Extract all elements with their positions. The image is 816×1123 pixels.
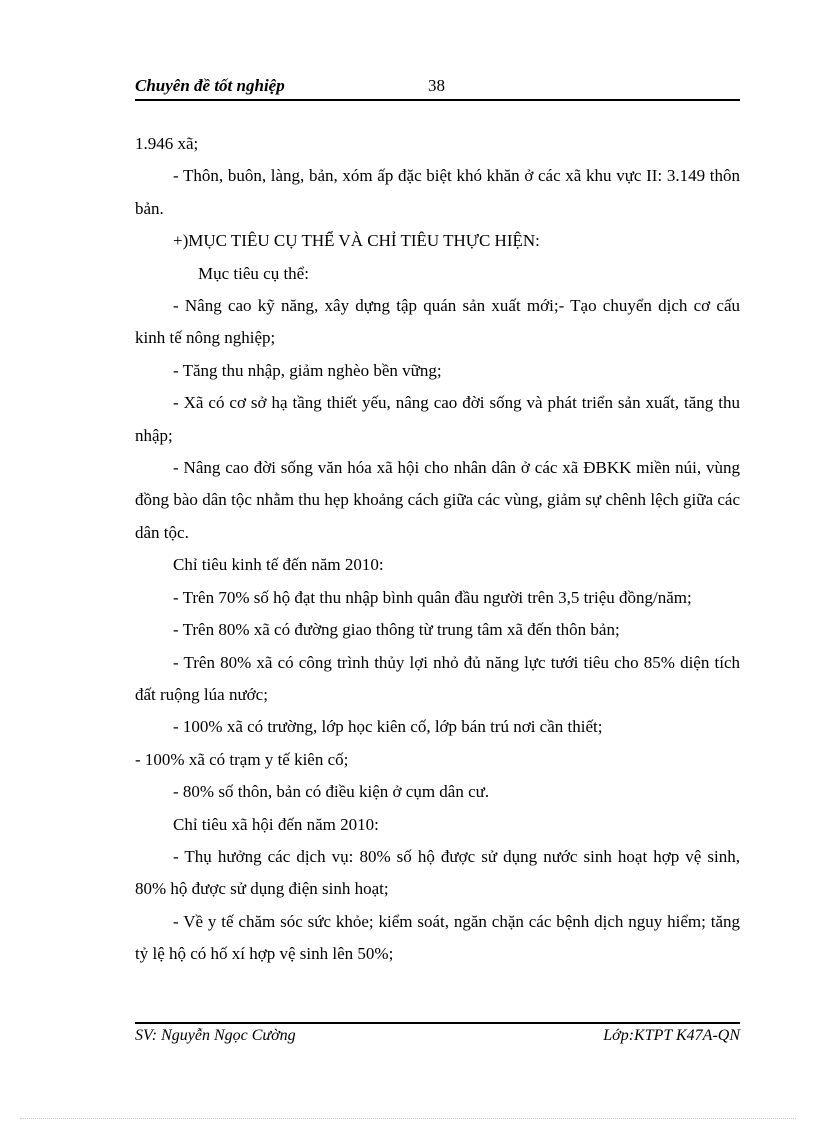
paragraph: - 100% xã có trường, lớp học kiên cố, lớp bán trú nơi cần thiết; [173, 717, 603, 737]
paragraph: - Nâng cao kỹ năng, xây dựng tập quán sản xuất mới;- Tạo chuyển dịch cơ cấu kinh tế nông nghiệp; [135, 296, 740, 348]
paragraph: - Tăng thu nhập, giảm nghèo bền vững; [173, 360, 442, 380]
subheading: Chỉ tiêu xã hội đến năm 2010: [173, 814, 379, 834]
page-number: 38 [428, 76, 445, 95]
body-text [135, 128, 740, 971]
page-header [135, 74, 740, 98]
section-heading: +)MỤC TIÊU CỤ THỂ VÀ CHỈ TIÊU THỰC HIỆN: [173, 231, 540, 251]
paragraph: - 80% số thôn, bản có điều kiện ở cụm dân cư. [173, 782, 490, 802]
paragraph: - Thôn, buôn, làng, bản, xóm ấp đặc biệt khó khăn ở các xã khu vực II: 3.149 thôn bản. [135, 166, 740, 218]
page-edge [20, 1118, 796, 1119]
footer-class: Lớp:KTPT K47A-QN [603, 1027, 740, 1044]
document-title: Chuyên đề tốt nghiệp [135, 76, 285, 95]
paragraph: - Trên 70% số hộ đạt thu nhập bình quân đầu người trên 3,5 triệu đồng/năm; [173, 587, 692, 607]
paragraph: - Về y tế chăm sóc sức khỏe; kiểm soát, ngăn chặn các bệnh dịch nguy hiểm; tăng tỷ lệ hộ có hố xí hợp vệ sinh lên 50%; [135, 911, 740, 964]
footer-divider [135, 1022, 740, 1024]
subheading: Chỉ tiêu kinh tế đến năm 2010: [173, 555, 384, 575]
paragraph: 1.946 xã; [135, 134, 199, 153]
paragraph: - Nâng cao đời sống văn hóa xã hội cho nhân dân ở các xã ĐBKK miền núi, vùng đồng bào dân tộc nhằm thu hẹp khoảng cách giữa các vùng, giảm sự chênh lệch giữa các dân tộc. [135, 458, 740, 542]
paragraph: - 100% xã có trạm y tế kiên cố; [135, 749, 349, 769]
header-divider [135, 99, 740, 101]
paragraph: - Xã có cơ sở hạ tầng thiết yếu, nâng cao đời sống và phát triển sản xuất, tăng thu nhập; [135, 393, 740, 445]
paragraph: - Thụ hưởng các dịch vụ: 80% số hộ được sử dụng nước sinh hoạt hợp vệ sinh, 80% hộ được sử dụng điện sinh hoạt; [135, 846, 740, 899]
footer-student: SV: Nguyễn Ngọc Cường [135, 1027, 296, 1044]
paragraph: - Trên 80% xã có đường giao thông từ trung tâm xã đến thôn bản; [173, 620, 620, 640]
paragraph: - Trên 80% xã có công trình thủy lợi nhỏ đủ năng lực tưới tiêu cho 85% diện tích đất ruộng lúa nước; [135, 652, 740, 704]
subheading: Mục tiêu cụ thể: [198, 263, 309, 283]
